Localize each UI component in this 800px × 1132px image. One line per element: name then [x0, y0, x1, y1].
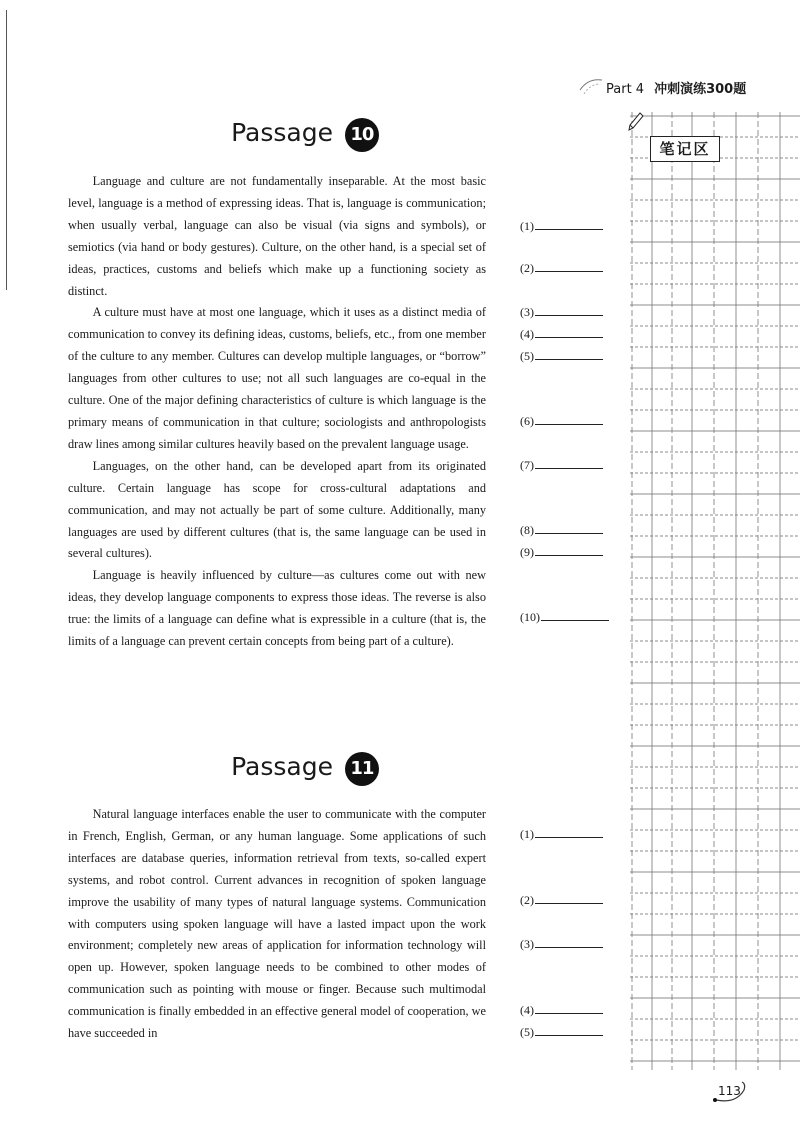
passage-11-title	[0, 752, 610, 786]
answer-blank[interactable]	[520, 1025, 603, 1040]
blank-number: (3)	[520, 305, 534, 319]
page-number	[712, 1080, 748, 1104]
blank-line[interactable]	[535, 545, 603, 556]
blank-number: (2)	[520, 261, 534, 275]
blank-number: (4)	[520, 1003, 534, 1017]
pencil-icon	[628, 112, 644, 132]
answer-blank[interactable]	[520, 827, 603, 842]
blank-line[interactable]	[535, 305, 603, 316]
answer-blank[interactable]	[520, 349, 603, 364]
blank-number: (10)	[520, 610, 540, 624]
blank-number: (9)	[520, 545, 534, 559]
header-part: Part 4	[606, 82, 645, 97]
blank-line[interactable]	[535, 523, 603, 534]
blank-number: (5)	[520, 349, 534, 363]
paragraph: Language and culture are not fundamentally inseparable. At the most basic level, language is a method of expressing ideas. That is, language is communication; when usually verbal, language can also be visual (via signs and symbols), or semiotics (via hand or body gestures). Culture, on the other hand, is a special set of ideas, practices, customs and beliefs which make up a functioning society as distinct.	[68, 174, 486, 298]
paragraph: A culture must have at most one language, which it uses as a distinct media of communication to convey its defining ideas, customs, beliefs, etc., from one member of the culture to any member. Cultures can develop multiple languages, or “borrow” languages from other cultures to use; not all such languages are co-equal in the culture. One of the major defining characteristics of culture is which language is the primary means of communication in that culture; sociologists and anthropologists draw lines among similar cultures heavily based on the prevalent language usage.	[68, 305, 486, 451]
blank-line[interactable]	[535, 937, 603, 948]
blank-line[interactable]	[535, 458, 603, 469]
passage-10-text	[68, 171, 486, 653]
page-number-text: 113	[718, 1084, 741, 1098]
blank-number: (6)	[520, 414, 534, 428]
answer-blank[interactable]	[520, 219, 603, 234]
running-header	[576, 76, 776, 98]
blank-number: (1)	[520, 219, 534, 233]
passage-number-badge: 11	[345, 752, 379, 786]
answer-blank[interactable]	[520, 610, 609, 625]
answer-blank[interactable]	[520, 305, 603, 320]
paragraph: Natural language interfaces enable the user to communicate with the computer in French, English, German, or any human language. Some applications of such interfaces are database queries, information retrieval from texts, so-called expert systems, and robot control. Current advances in recognition of spoken language improve the usability of many types of natural language systems. Communication with computers using spoken language will have a lasted impact upon the work environment; completely new areas of application for information technology will open up. However, spoken language needs to be combined to other modes of communication such as pointing with mouse or finger. Because such multimodal communication is finally embedded in an effective general model of cooperation, we have succeeded in	[68, 807, 486, 1041]
paragraph: Languages, on the other hand, can be developed apart from its originated culture. Certain language has scope for cross-cultural adaptations and communication, and may not actually be part of some culture. Additionally, many languages are used by different cultures (that is, the same language can be used in several cultures).	[68, 458, 486, 561]
notes-label: 笔记区	[650, 136, 720, 162]
answer-blank[interactable]	[520, 937, 603, 952]
blank-line[interactable]	[535, 219, 603, 230]
answer-blank[interactable]	[520, 545, 603, 560]
blank-line[interactable]	[535, 327, 603, 338]
blank-number: (5)	[520, 1025, 534, 1039]
paragraph: Language is heavily influenced by culture—as cultures come out with new ideas, they develop language components to express those ideas. The reverse is also true: the limits of a language can define what is expressible in a culture (that is, the limits of a language can prevent certain concepts from being part of a culture).	[68, 568, 486, 649]
blank-number: (7)	[520, 458, 534, 472]
passage-label: Passage	[231, 752, 333, 781]
blank-line[interactable]	[535, 414, 603, 425]
answer-blank[interactable]	[520, 1003, 603, 1018]
blank-line[interactable]	[535, 893, 603, 904]
blank-number: (2)	[520, 893, 534, 907]
blank-number: (4)	[520, 327, 534, 341]
blank-number: (1)	[520, 827, 534, 841]
passage-10-title	[0, 118, 610, 152]
blank-number: (3)	[520, 937, 534, 951]
notes-area[interactable]	[628, 112, 800, 1070]
blank-number: (8)	[520, 523, 534, 537]
blank-line[interactable]	[535, 1025, 603, 1036]
passage-11-text	[68, 804, 486, 1045]
answer-blank[interactable]	[520, 523, 603, 538]
blank-line[interactable]	[535, 349, 603, 360]
answer-blank[interactable]	[520, 458, 603, 473]
notes-grid	[628, 112, 800, 1070]
header-title: 冲刺演练300题	[654, 82, 747, 97]
blank-line[interactable]	[541, 610, 609, 621]
answer-blank[interactable]	[520, 893, 603, 908]
answer-blank[interactable]	[520, 414, 603, 429]
passage-number-badge: 10	[345, 118, 379, 152]
blank-line[interactable]	[535, 827, 603, 838]
passage-label: Passage	[231, 118, 333, 147]
answer-blank[interactable]	[520, 261, 603, 276]
blank-line[interactable]	[535, 261, 603, 272]
blank-line[interactable]	[535, 1003, 603, 1014]
answer-blank[interactable]	[520, 327, 603, 342]
